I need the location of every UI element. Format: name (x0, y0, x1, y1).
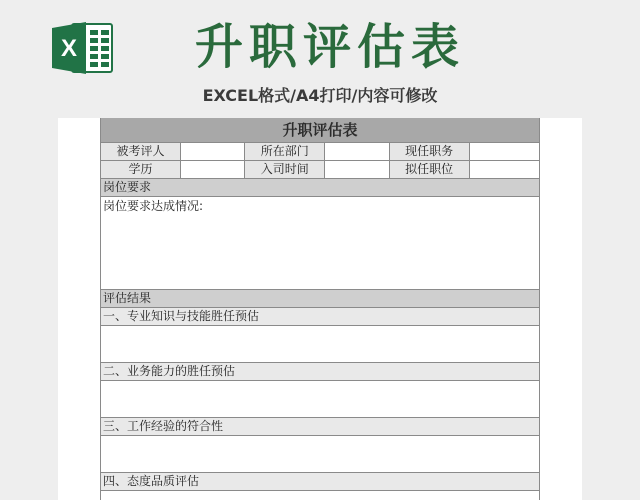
value-proposed-position[interactable] (470, 161, 539, 178)
result-blank-experience[interactable] (101, 436, 539, 473)
label-education: 学历 (101, 161, 181, 178)
banner-title: 升职评估表 (194, 19, 465, 75)
result-item-experience: 三、工作经验的符合性 (101, 418, 539, 436)
label-evaluatee: 被考评人 (101, 143, 181, 160)
value-evaluatee[interactable] (181, 143, 245, 160)
info-row (101, 161, 539, 179)
value-education[interactable] (181, 161, 245, 178)
label-department: 所在部门 (245, 143, 325, 160)
result-item-attitude: 四、态度品质评估 (101, 473, 539, 491)
result-blank-skills[interactable] (101, 326, 539, 363)
label-join-date: 入司时间 (245, 161, 325, 178)
spreadsheet-page (58, 118, 582, 500)
value-department[interactable] (325, 143, 389, 160)
evaluation-form (100, 118, 540, 500)
result-item-ability: 二、业务能力的胜任预估 (101, 363, 539, 381)
section-requirements: 岗位要求 (101, 179, 539, 197)
result-blank-attitude[interactable] (101, 491, 539, 500)
result-blank-ability[interactable] (101, 381, 539, 418)
value-current-position[interactable] (470, 143, 539, 160)
value-join-date[interactable] (325, 161, 389, 178)
label-proposed-position: 拟任职位 (390, 161, 470, 178)
info-row (101, 143, 539, 161)
excel-logo-icon (50, 20, 116, 76)
form-title: 升职评估表 (101, 118, 539, 143)
section-results: 评估结果 (101, 290, 539, 308)
banner-subtitle: EXCEL格式/A4打印/内容可修改 (202, 86, 438, 105)
requirements-text-area[interactable]: 岗位要求达成情况: (101, 197, 539, 290)
excel-logo-letter: X (60, 35, 78, 62)
banner (0, 0, 640, 112)
label-current-position: 现任职务 (390, 143, 470, 160)
result-item-skills: 一、专业知识与技能胜任预估 (101, 308, 539, 326)
